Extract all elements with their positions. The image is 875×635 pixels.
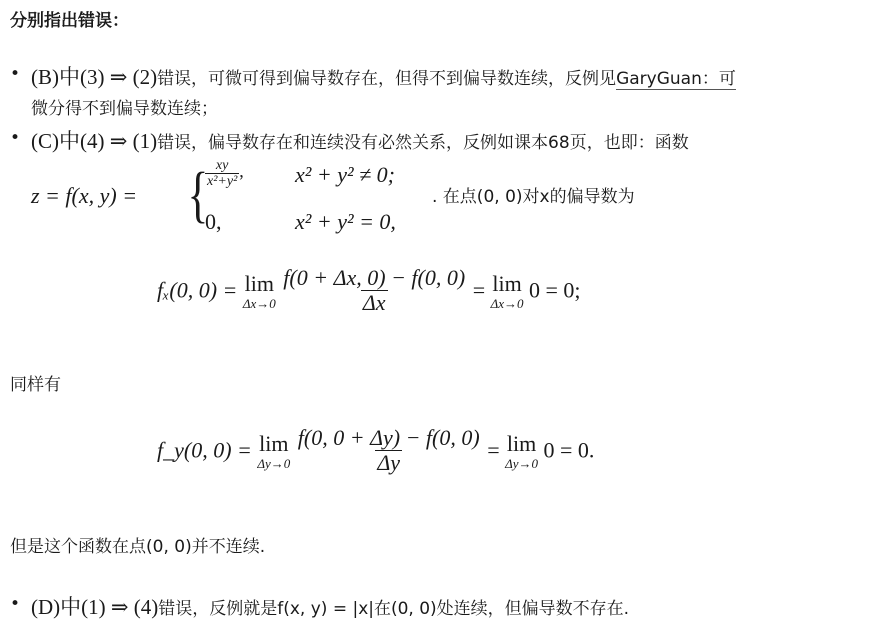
garyguan-link[interactable]: GaryGuan：可 bbox=[616, 69, 736, 89]
same-text: 同样有 bbox=[10, 375, 61, 395]
item-b-text: 错误，可微可得到偏导数存在，但得不到偏导数连续，反例见 bbox=[157, 69, 617, 89]
item-b-line2: 微分得不到偏导数连续； bbox=[31, 99, 218, 119]
case2-value: 0, bbox=[205, 209, 222, 234]
eq-fx-lim: lim Δx→0 bbox=[242, 271, 276, 312]
item-b-label: (B)中(3) ⇒ (2) bbox=[31, 65, 158, 89]
item-c-line1 bbox=[31, 128, 689, 156]
bullet-b: • bbox=[10, 64, 21, 84]
item-b-line1 bbox=[31, 64, 736, 92]
item-c-after: . 在点(0, 0)对x的偏导数为 bbox=[432, 187, 635, 207]
case1-num: xy bbox=[215, 158, 229, 173]
case1-value: $\frac{xy}{\text{x²+y²}}$ , bbox=[207, 158, 244, 190]
case1-den: x²+y² bbox=[207, 174, 238, 190]
eq-fx-lhs: fₓ(0, 0) = bbox=[157, 277, 238, 303]
eq-fy: f_y(0, 0) = lim Δy→0 $\frac{f(0, 0 + \Delta y) - f(0, 0)}{\Delta y}$ = lim Δy→0 0 = 0. bbox=[157, 425, 595, 476]
case2-cond: x² + y² = 0, bbox=[295, 209, 396, 234]
piecewise-brace: { bbox=[187, 161, 209, 229]
bullet-d: • bbox=[10, 594, 21, 614]
item-c-text: 错误，偏导数存在和连续没有必然关系，反例如课本68页，也即：函数 bbox=[157, 133, 689, 153]
eq-fy-fraction: $\frac{f(0, 0 + \Delta y) - f(0, 0)}{\Delta y}$ bbox=[297, 425, 480, 476]
item-d-text: 错误，反例就是f(x, y) = |x|在(0, 0)处连续，但偏导数不存在. bbox=[158, 599, 630, 619]
item-d-label: (D)中(1) ⇒ (4) bbox=[31, 595, 159, 619]
item-c-label: (C)中(4) ⇒ (1) bbox=[31, 129, 158, 153]
case1-cond: x² + y² ≠ 0; bbox=[295, 162, 395, 187]
eq-fy-lhs: f_y(0, 0) = bbox=[157, 437, 252, 463]
eq-fy-lim2: lim Δy→0 bbox=[505, 431, 539, 472]
conclusion-text: 但是这个函数在点(0, 0)并不连续. bbox=[10, 537, 266, 557]
eq-fx-lim2: lim Δx→0 bbox=[490, 271, 524, 312]
bullet-c: • bbox=[10, 128, 21, 148]
eq-fx-fraction: $\frac{f(0 + \Delta x, 0) - f(0, 0)}{\Delta x}$ bbox=[283, 265, 466, 316]
heading: 分别指出错误： bbox=[10, 11, 129, 31]
eq-fx: fₓ(0, 0) = lim Δx→0 $\frac{f(0 + \Delta x, 0) - f(0, 0)}{\Delta x}$ = lim Δx→0 0 = 0; bbox=[157, 265, 581, 316]
piecewise-lhs: z = f(x, y) = bbox=[31, 183, 138, 208]
eq-fy-lim: lim Δy→0 bbox=[257, 431, 291, 472]
item-d-line bbox=[31, 594, 629, 622]
